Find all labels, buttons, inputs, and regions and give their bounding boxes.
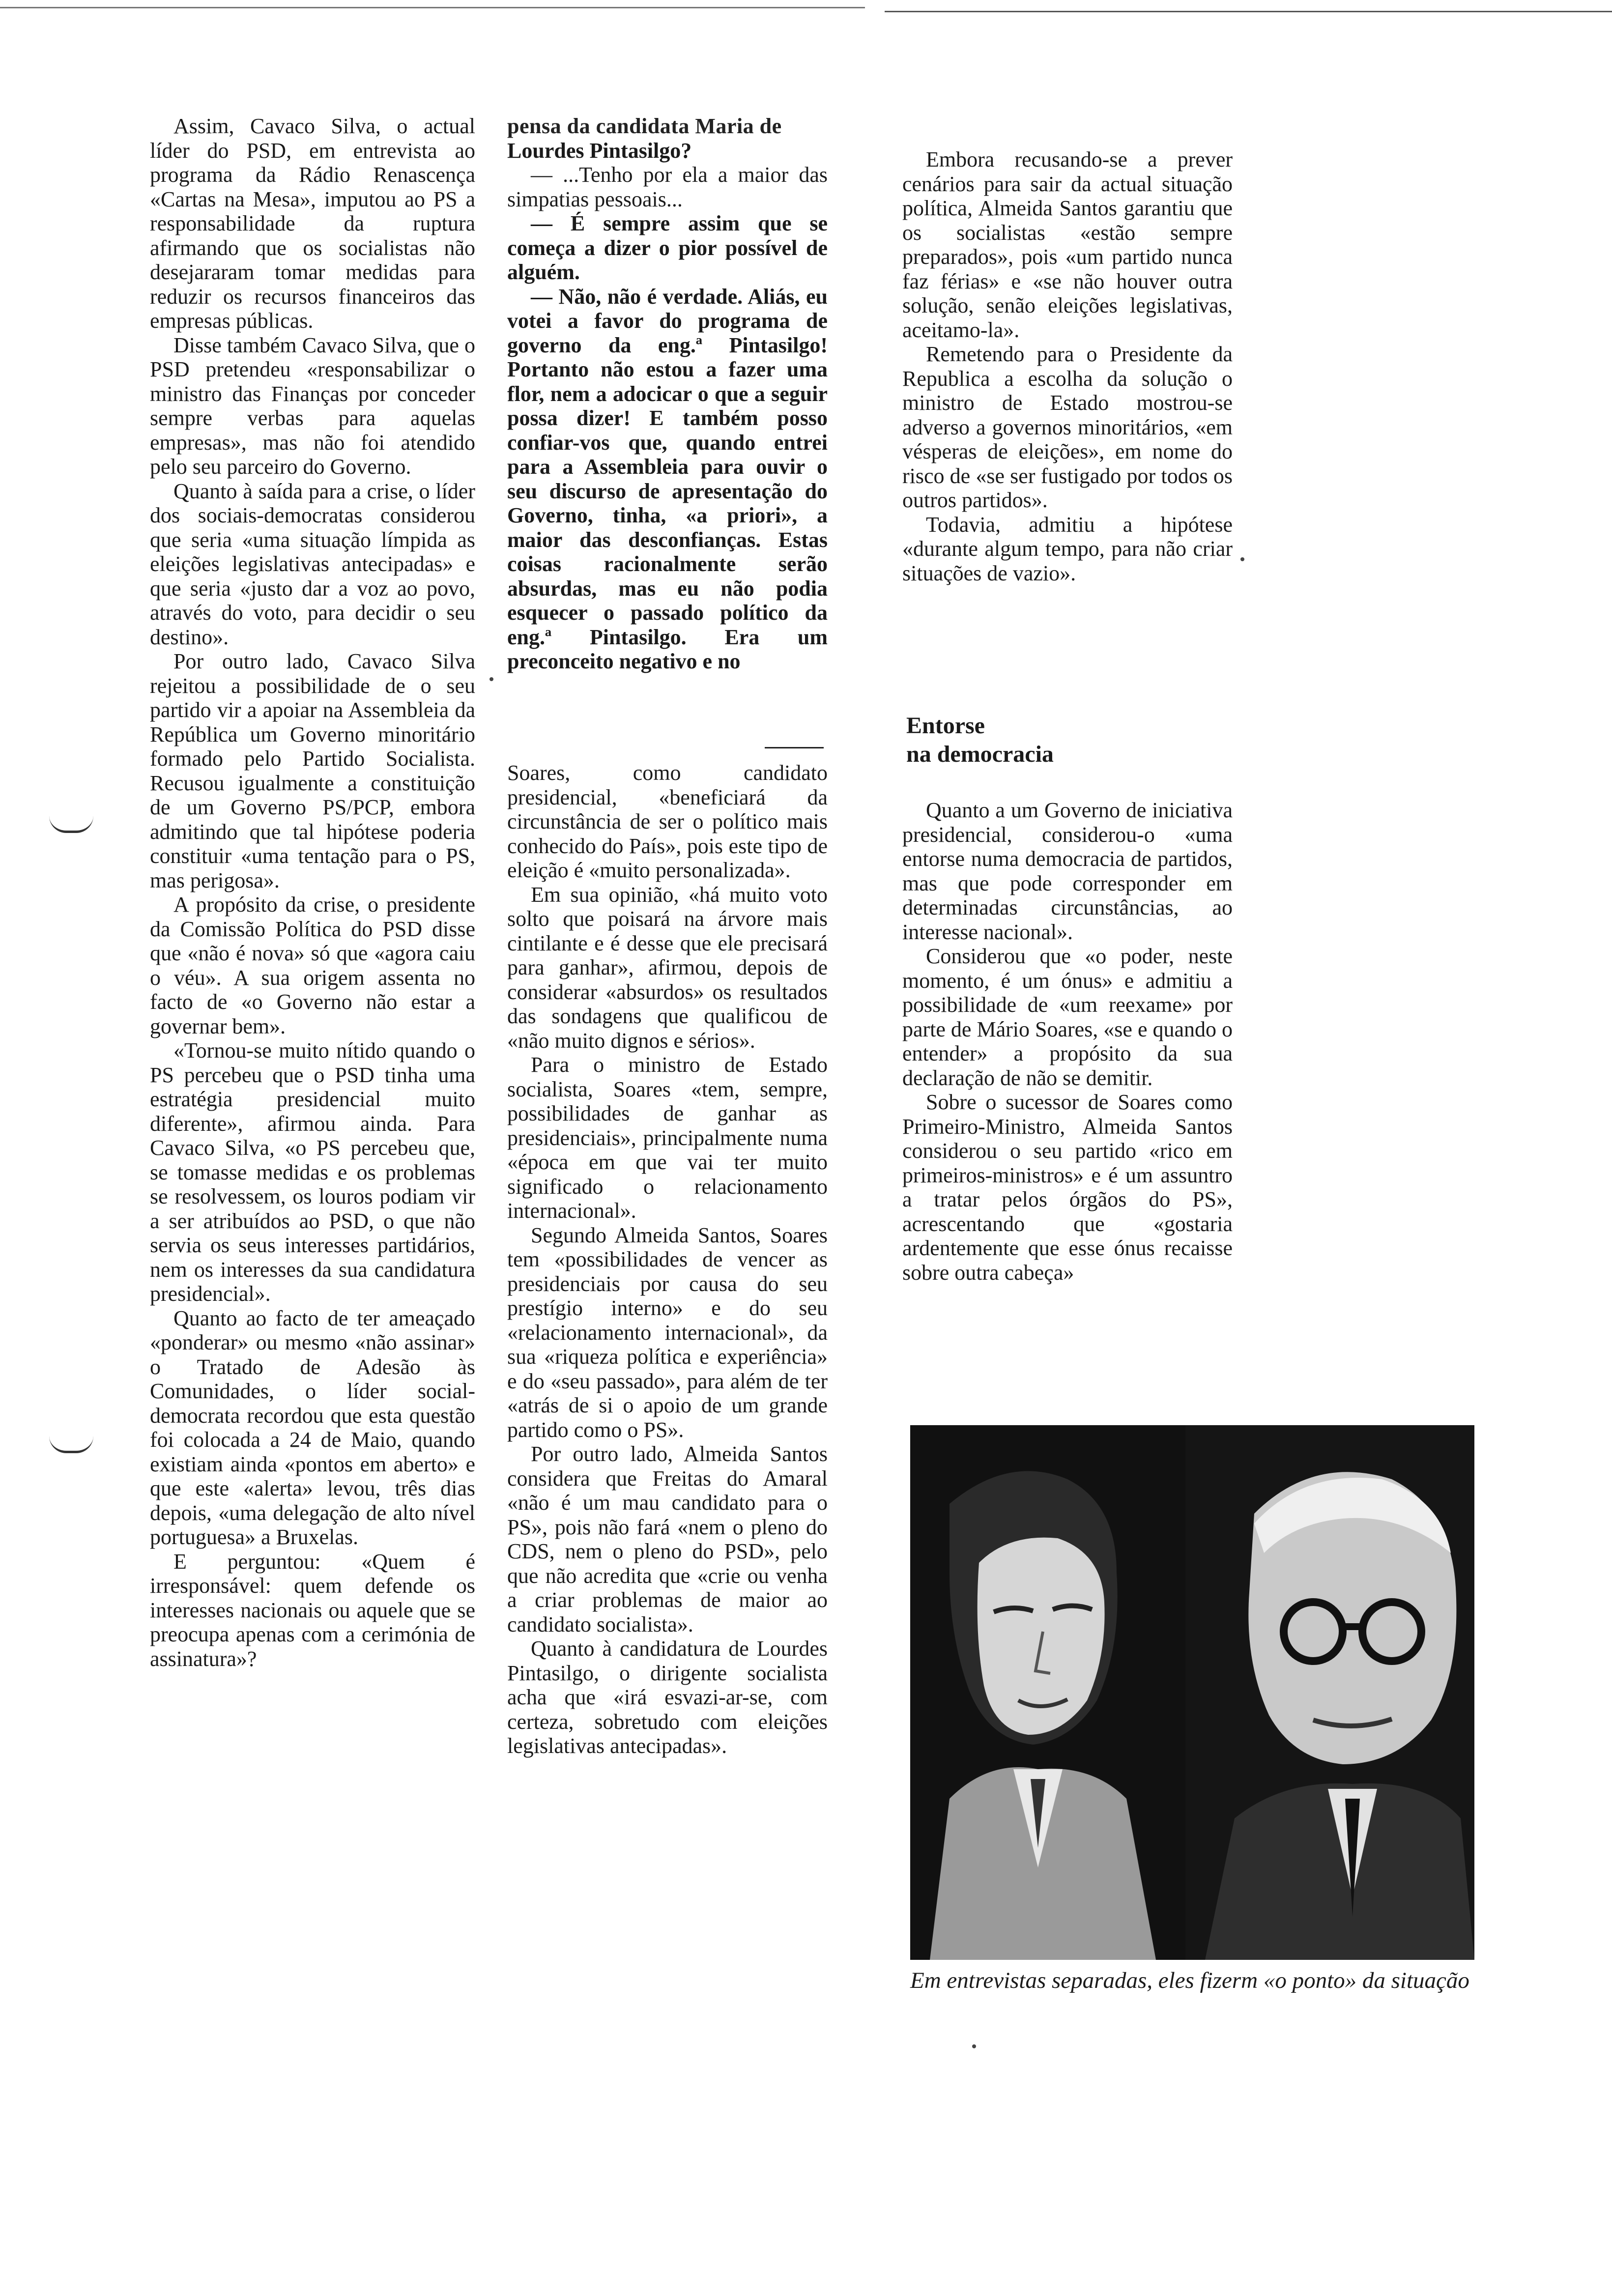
scan-speck: [1240, 557, 1244, 561]
cut-off-line: pensa da candidata Maria de: [507, 114, 782, 138]
article-paragraph: Quanto à candidatura de Lourdes Pintasilgo, o dirigente socialista acha que «irá esvazi-ar-se, com certeza, sobretudo com eleições legislativas antecipadas».: [507, 1636, 828, 1758]
interview-answer: — Não, não é verdade. Aliás, eu votei a favor do programa de governo da eng.ª Pintasilgo! Portanto não estou a fazer uma flor, nem a adocicar o que a seguir possa dizer! E também posso confiar-vos que, quando entrei para a Assembleia para ouvir o seu discurso de apresentação do Governo, tinha, «a priori», a maior das desconfianças. Estas coisas racionalmente serão absurdas, mas eu não podia esquecer o passado político da eng.ª Pintasilgo. Era um preconceito negativo e no: [507, 284, 828, 673]
article-paragraph: «Tornou-se muito nítido quando o PS percebeu que o PSD tinha uma estratégia presidencial muito diferente», afirmou ainda. Para Cavaco Silva, «o PS percebeu que, se tomasse medidas e os problemas se resolvessem, os louros podiam vir a ser atribuídos ao PSD, o que não servia os seus interesses partidários, nem os interesses da sua candidatura presidencial».: [150, 1038, 475, 1306]
column-divider-rule: [765, 747, 824, 748]
article-paragraph: Por outro lado, Cavaco Silva rejeitou a possibilidade de o seu partido vir a apoiar na Assembleia da República um Governo minoritário formado pelo Partido Socialista. Recusou igualmente a constituição de um Governo PS/PCP, embora admitindo que tal hipótese poderia constituir «uma tentação para o PS, mas perigosa».: [150, 649, 475, 892]
article-paragraph: Em sua opinião, «há muito voto solto que poisará na árvore mais cintilante e é desse que ele precisará para ganhar», afirmou, depois de considerar «absurdos» os resultados das sondagens que qualificou de «não muito dignos e sérios».: [507, 882, 828, 1053]
article-paragraph: Para o ministro de Estado socialista, Soares «tem, sempre, possibilidades de ganhar as presidenciais», principalmente numa «época em que vai ter muito significado o relacionamento internacional».: [507, 1053, 828, 1223]
photo-caption: Em entrevistas separadas, eles fizerm «o ponto» da situação: [910, 1968, 1469, 1993]
article-column-1: [150, 114, 475, 1671]
article-paragraph: Soares, como candidato presidencial, «beneficiará da circunstância de ser o político mais conhecido do País», pois este tipo de eleição é «muito personalizada».: [507, 761, 828, 882]
article-paragraph: Segundo Almeida Santos, Soares tem «possibilidades de vencer as presidenciais por causa do seu prestígio interno» e do seu «relacionamento internacional», da sua «riqueza política e experiência» e do «seu passado», para além de ter «atrás de si o apoio de um grande partido como o PS».: [507, 1223, 828, 1442]
scan-speck: [489, 677, 493, 681]
subheading-line: na democracia: [906, 741, 1054, 767]
article-column-2: [507, 761, 828, 1758]
interview-question: — É sempre assim que se começa a dizer o pior possível de alguém.: [507, 211, 828, 284]
scan-speck: [972, 2044, 976, 2048]
subheading: [906, 712, 1162, 769]
article-paragraph: E perguntou: «Quem é irresponsável: quem defende os interesses nacionais ou aquele que se preocupa apenas com a cerimónia de assinatura»?: [150, 1549, 475, 1671]
subheading-line: Entorse: [906, 713, 985, 739]
article-paragraph: Todavia, admitiu a hipótese «durante algum tempo, para não criar situações de vazio».: [902, 512, 1233, 585]
portrait-right: [1185, 1425, 1474, 1960]
article-column-3-continued: [902, 798, 1233, 1285]
article-paragraph: Quanto à saída para a crise, o líder dos sociais-democratas considerou que seria «uma situação límpida as eleições legislativas antecipadas» e que seria «justo dar a voz ao povo, através do voto, para decidir o seu destino».: [150, 479, 475, 649]
article-paragraph: Quanto a um Governo de iniciativa presidencial, considerou-o «uma entorse numa democracia de partidos, mas que pode corresponder em determinadas circunstâncias, ao interesse nacional».: [902, 798, 1233, 944]
interview-answer: — ...Tenho por ela a maior das simpatias pessoais...: [507, 163, 828, 211]
photo-illustration: [910, 1425, 1474, 1960]
article-paragraph: Assim, Cavaco Silva, o actual líder do PSD, em entrevista ao programa da Rádio Renascença «Cartas na Mesa», imputou ao PS a responsabilidade da ruptura afirmando que os socialistas não desejararam tomar medidas para reduzir os recursos financeiros das empresas públicas.: [150, 114, 475, 333]
article-paragraph: A propósito da crise, o presidente da Comissão Política do PSD disse que «não é nova» só que «agora caiu o véu». A sua origem assenta no facto de «o Governo não estar a governar bem».: [150, 892, 475, 1038]
article-column-3: [902, 147, 1233, 585]
article-paragraph: Considerou que «o poder, neste momento, é um ónus» e admitiu a possibilidade de «um reexame» por parte de Mário Soares, «se e quando o entender» a propósito da sua declaração de não se demitir.: [902, 944, 1233, 1090]
article-paragraph: Quanto ao facto de ter ameaçado «ponderar» ou mesmo «não assinar» o Tratado de Adesão às Comunidades, o líder social-democrata recordou que esta questão foi colocada a 24 de Maio, quando existiam ainda «pontos em aberto» e que este «alerta» levou, três dias depois, «uma delegação de alto nível portuguesa» a Bruxelas.: [150, 1306, 475, 1549]
article-paragraph: Embora recusando-se a prever cenários para sair da actual situação política, Almeida Santos garantiu que os socialistas «estão sempre preparados», pois «um partido nunca faz férias» e «se não houver outra solução, senão eleições legislativas, aceitamo-la».: [902, 147, 1233, 342]
article-paragraph: Sobre o sucessor de Soares como Primeiro-Ministro, Almeida Santos considerou o seu partido «rico em primeiros-ministros» e é um assuntro a tratar pelos órgãos do PS», acrescentando que «gostaria ardentemente que esse ónus recaisse sobre outra cabeça»: [902, 1090, 1233, 1285]
article-paragraph: Por outro lado, Almeida Santos considera que Freitas do Amaral «não é um mau candidato para o PS», pois não fará «nem o pleno do CDS, nem o pleno do PSD», pelo que não acredita que «crie ou venha a criar problemas de maior ao candidato socialista».: [507, 1442, 828, 1636]
interview-question: Lourdes Pintasilgo?: [507, 138, 692, 163]
binder-hole-mark: [49, 816, 93, 833]
scan-edge-line: [885, 11, 1612, 12]
article-column-2-interview: [507, 114, 828, 674]
binder-hole-mark: [49, 1436, 93, 1453]
news-photo: [910, 1425, 1474, 1960]
scan-edge-line: [0, 7, 865, 8]
article-paragraph: Disse também Cavaco Silva, que o PSD pretendeu «responsabilizar o ministro das Finanças por conceder sempre verbas para aquelas empresas», mas não foi atendido pelo seu parceiro do Governo.: [150, 333, 475, 479]
article-paragraph: Remetendo para o Presidente da Republica a escolha da solução o ministro de Estado mostrou-se adverso a governos minoritários, «em vésperas de eleições», em nome do risco de «se ser fustigado por todos os outros partidos».: [902, 342, 1233, 512]
